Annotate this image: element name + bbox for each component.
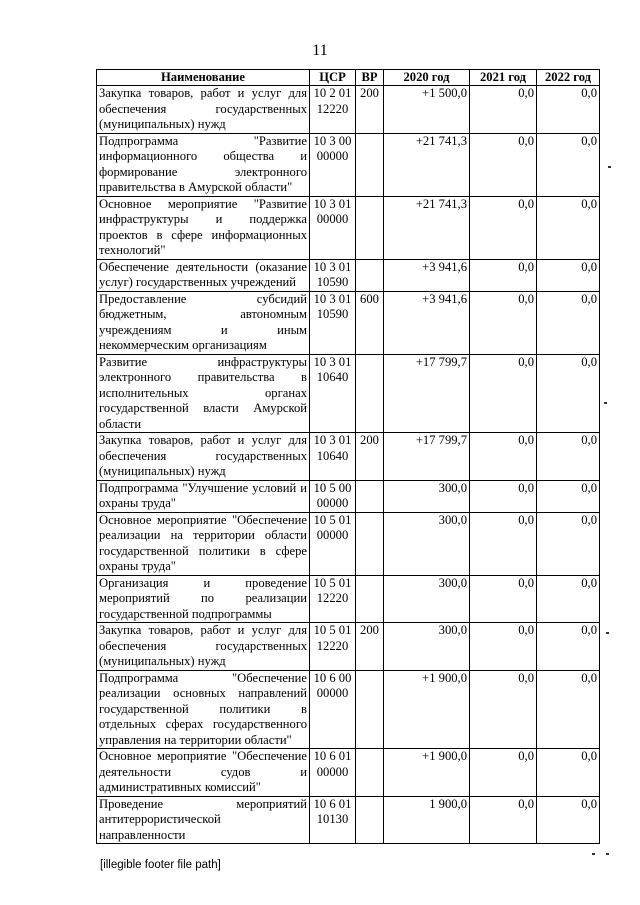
row-2021: 0,0: [470, 575, 537, 623]
table-row: [97, 433, 600, 481]
table-row: [97, 480, 600, 512]
row-2021: 0,0: [470, 259, 537, 291]
row-vr: [356, 796, 384, 844]
row-csr: 10 6 01 10130: [310, 796, 356, 844]
row-vr: 200: [356, 86, 384, 134]
row-vr: [356, 575, 384, 623]
row-2022: 0,0: [537, 196, 600, 259]
header-csr: ЦСР: [310, 70, 356, 86]
row-2020: +17 799,7: [384, 354, 470, 433]
row-2022: 0,0: [537, 575, 600, 623]
row-2022: 0,0: [537, 133, 600, 196]
row-2022: 0,0: [537, 670, 600, 749]
row-2022: 0,0: [537, 291, 600, 354]
row-2021: 0,0: [470, 670, 537, 749]
row-2020: +1 900,0: [384, 670, 470, 749]
row-csr: 10 6 00 00000: [310, 670, 356, 749]
row-csr: 10 5 01 12220: [310, 575, 356, 623]
scan-speck: [606, 853, 609, 855]
scan-speck: [592, 853, 595, 855]
row-2020: 300,0: [384, 575, 470, 623]
header-2020: 2020 год: [384, 70, 470, 86]
row-vr: [356, 354, 384, 433]
row-2021: 0,0: [470, 796, 537, 844]
table-row: [97, 354, 600, 433]
row-csr: 10 6 01 00000: [310, 749, 356, 797]
scan-speck: [608, 166, 611, 168]
row-csr: 10 5 01 00000: [310, 512, 356, 575]
row-vr: [356, 749, 384, 797]
row-name: Закупка товаров, работ и услуг для обеспечения государственных (муниципальных) нужд: [97, 86, 310, 134]
header-2022: 2022 год: [537, 70, 600, 86]
table-row: [97, 796, 600, 844]
row-2020: +3 941,6: [384, 291, 470, 354]
row-csr: 10 2 01 12220: [310, 86, 356, 134]
table-row: [97, 512, 600, 575]
row-2020: +21 741,3: [384, 196, 470, 259]
row-2022: 0,0: [537, 354, 600, 433]
row-name: Закупка товаров, работ и услуг для обеспечения государственных (муниципальных) нужд: [97, 433, 310, 481]
row-2021: 0,0: [470, 196, 537, 259]
row-2022: 0,0: [537, 259, 600, 291]
table-row: [97, 291, 600, 354]
table-row: [97, 196, 600, 259]
table-row: [97, 133, 600, 196]
row-2022: 0,0: [537, 512, 600, 575]
row-vr: 200: [356, 623, 384, 671]
row-2021: 0,0: [470, 480, 537, 512]
table-row: [97, 86, 600, 134]
row-2021: 0,0: [470, 291, 537, 354]
row-name: Основное мероприятие "Развитие инфраструктуры и поддержка проектов в сфере информационных технологий": [97, 196, 310, 259]
row-2021: 0,0: [470, 133, 537, 196]
row-name: Подпрограмма "Развитие информационного общества и формирование электронного правительства в Амурской области": [97, 133, 310, 196]
header-vr: ВР: [356, 70, 384, 86]
scan-speck: [606, 632, 609, 634]
row-2021: 0,0: [470, 433, 537, 481]
row-csr: 10 5 01 12220: [310, 623, 356, 671]
row-2021: 0,0: [470, 354, 537, 433]
row-name: Основное мероприятие "Обеспечение деятельности судов и административных комиссий": [97, 749, 310, 797]
row-csr: 10 3 01 10590: [310, 259, 356, 291]
row-name: Проведение мероприятий антитеррористической направленности: [97, 796, 310, 844]
row-2020: 300,0: [384, 623, 470, 671]
row-name: Организация и проведение мероприятий по реализации государственной подпрограммы: [97, 575, 310, 623]
table-row: [97, 575, 600, 623]
table-row: [97, 259, 600, 291]
row-2020: 1 900,0: [384, 796, 470, 844]
row-2020: +1 900,0: [384, 749, 470, 797]
row-vr: 600: [356, 291, 384, 354]
row-2022: 0,0: [537, 86, 600, 134]
row-vr: [356, 196, 384, 259]
row-2022: 0,0: [537, 480, 600, 512]
header-name: Наименование: [97, 70, 310, 86]
row-name: Подпрограмма "Обеспечение реализации основных направлений государственной политики в отдельных сферах государственного управления на территории области": [97, 670, 310, 749]
row-2020: +1 500,0: [384, 86, 470, 134]
row-2022: 0,0: [537, 433, 600, 481]
row-vr: [356, 259, 384, 291]
page-number: 11: [312, 42, 328, 59]
row-2022: 0,0: [537, 796, 600, 844]
row-name: Развитие инфраструктуры электронного правительства в исполнительных органах государственной власти Амурской области: [97, 354, 310, 433]
footer-file-path: [illegible footer file path]: [100, 859, 221, 871]
row-2021: 0,0: [470, 623, 537, 671]
row-vr: 200: [356, 433, 384, 481]
row-2020: +17 799,7: [384, 433, 470, 481]
row-2022: 0,0: [537, 749, 600, 797]
header-2021: 2021 год: [470, 70, 537, 86]
row-2020: 300,0: [384, 480, 470, 512]
table-row: [97, 670, 600, 749]
row-2022: 0,0: [537, 623, 600, 671]
row-csr: 10 3 00 00000: [310, 133, 356, 196]
row-csr: 10 3 01 10590: [310, 291, 356, 354]
table-row: [97, 749, 600, 797]
row-csr: 10 5 00 00000: [310, 480, 356, 512]
row-name: Обеспечение деятельности (оказание услуг) государственных учреждений: [97, 259, 310, 291]
row-name: Предоставление субсидий бюджетным, автономным учреждениям и иным некоммерческим организациям: [97, 291, 310, 354]
row-2020: 300,0: [384, 512, 470, 575]
table-row: [97, 623, 600, 671]
row-csr: 10 3 01 10640: [310, 433, 356, 481]
budget-table: [96, 69, 600, 844]
row-name: Подпрограмма "Улучшение условий и охраны труда": [97, 480, 310, 512]
scan-speck: [604, 402, 607, 404]
row-csr: 10 3 01 10640: [310, 354, 356, 433]
row-vr: [356, 670, 384, 749]
row-2021: 0,0: [470, 749, 537, 797]
row-vr: [356, 512, 384, 575]
row-csr: 10 3 01 00000: [310, 196, 356, 259]
row-2021: 0,0: [470, 512, 537, 575]
row-2021: 0,0: [470, 86, 537, 134]
row-vr: [356, 133, 384, 196]
row-name: Закупка товаров, работ и услуг для обеспечения государственных (муниципальных) нужд: [97, 623, 310, 671]
row-vr: [356, 480, 384, 512]
row-2020: +3 941,6: [384, 259, 470, 291]
row-2020: +21 741,3: [384, 133, 470, 196]
row-name: Основное мероприятие "Обеспечение реализации на территории области государственной политики в сфере охраны труда": [97, 512, 310, 575]
table-header-row: [97, 70, 600, 86]
